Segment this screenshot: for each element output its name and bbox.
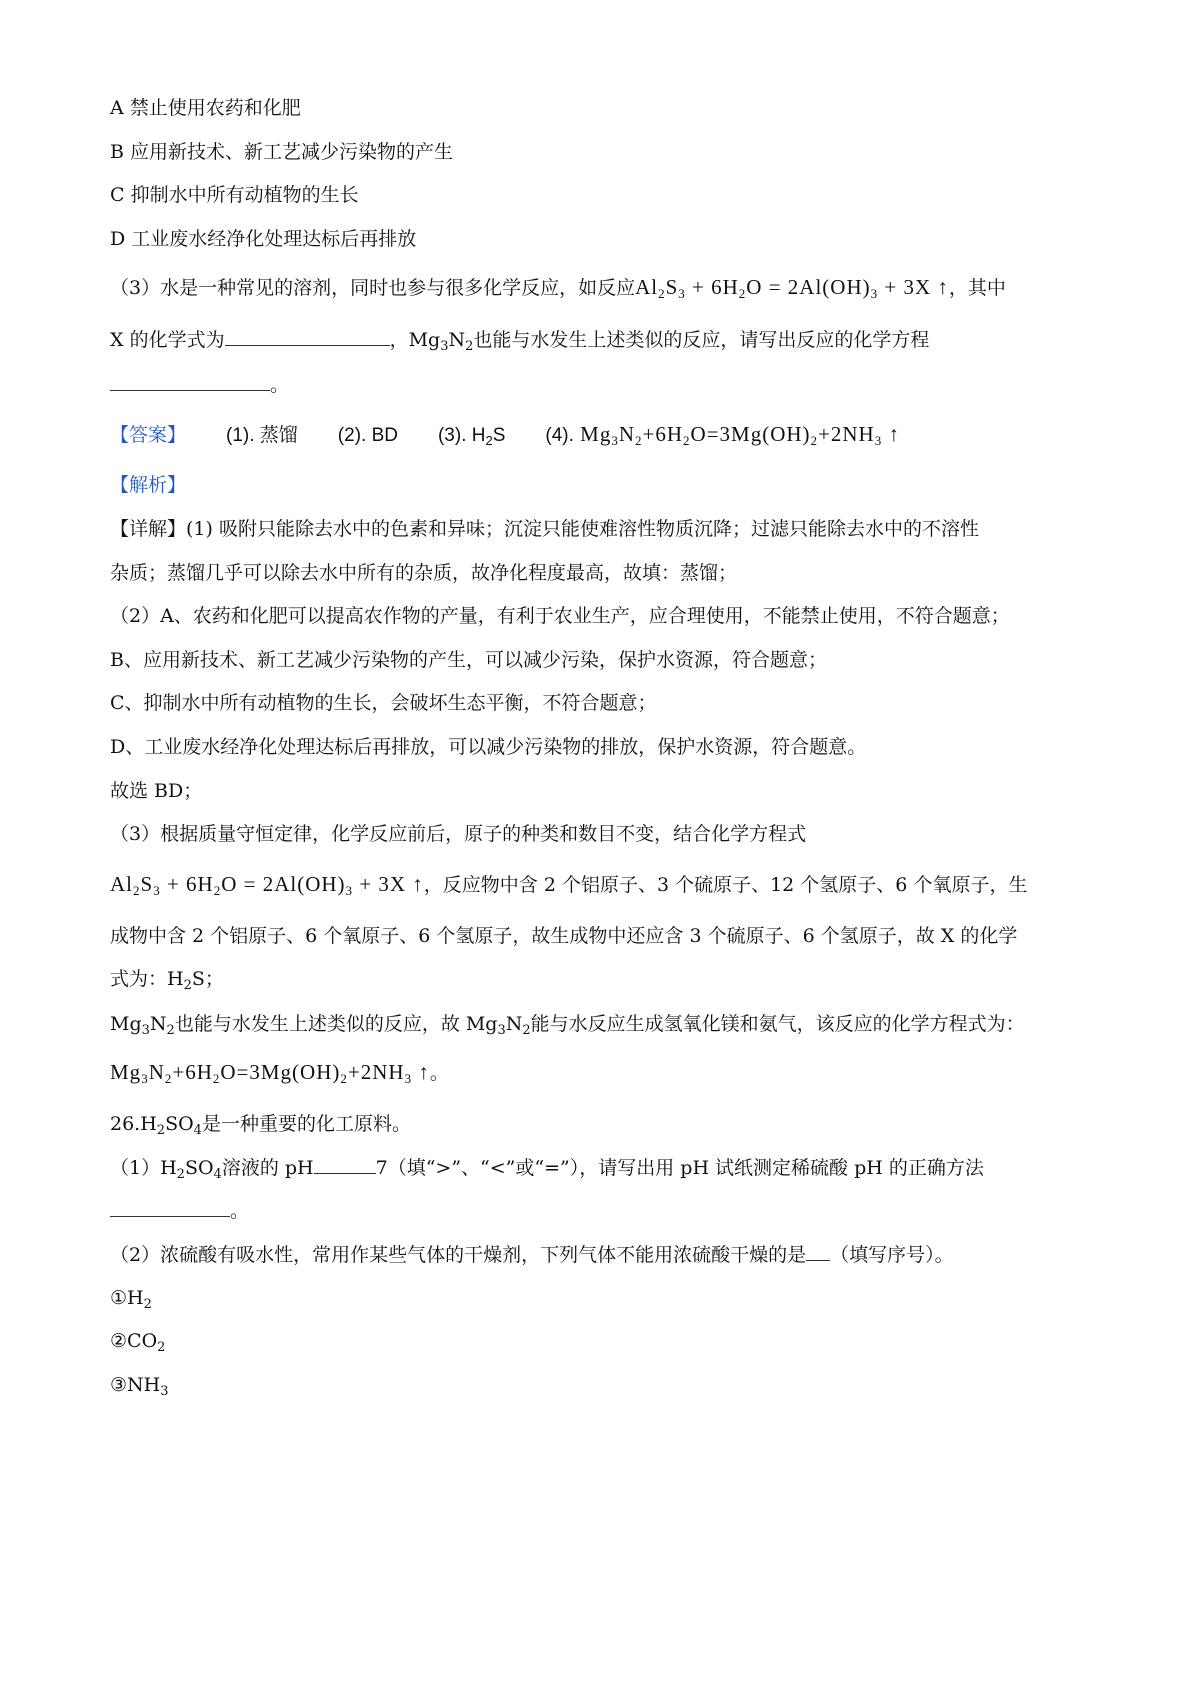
option-a: A 禁止使用农药和化肥 [110, 97, 301, 119]
option-c: C 抑制水中所有动植物的生长 [110, 184, 359, 206]
q26-p2: （2）浓硫酸有吸水性，常用作某些气体的干燥剂，下列气体不能用浓硫酸干燥的是 （填写序号）。 [110, 1244, 954, 1266]
option-d: D 工业废水经净化处理达标后再排放 [110, 228, 417, 250]
q3-blank-2[interactable] [110, 372, 270, 391]
answer-3: (3). $H_2S$ [437, 425, 506, 448]
detail-line-8: （3）根据质量守恒定律，化学反应前后，原子的种类和数目不变，结合化学方程式 [110, 823, 807, 845]
analysis-tag: 【解析】 [110, 474, 187, 496]
q26-title: $26.H_2SO_4$是一种重要的化工原料。 [110, 1113, 411, 1138]
answer-1: (1). 蒸馏 [226, 425, 298, 446]
detail-line-1: 【详解】(1) 吸附只能除去水中的色素和异味；沉淀只能使难溶性物质沉降；过滤只能除去水中的不溶性 [110, 518, 979, 540]
detail-equation: $Al_2S_3 + 6H_2O = 2Al(OH)_3 + 3X$ ↑ [110, 872, 424, 898]
q26-blank-choice[interactable] [806, 1242, 830, 1261]
detail-line-13: $Mg_3N_2+6H_2O=3Mg(OH)_2+2NH_3$ ↑。 [110, 1060, 449, 1086]
detail-line-11: 式为：$H_2S$； [110, 968, 224, 993]
q26-p1-cont: 。 [110, 1198, 249, 1223]
q26-p1: $(1)H_2SO_4$溶液的 pH 7（填“>”、“<”或“=”），请写出用 pH 试纸测定稀硫酸 pH 的正确方法 [110, 1157, 984, 1182]
detail-line-9: $Al_2S_3 + 6H_2O = 2Al(OH)_3 + 3X$ ↑，反应物中含 2 个铝原子、3 个硫原子、12 个氢原子、6 个氧原子，生 [110, 872, 1028, 898]
q3-suffix: ，其中 [948, 277, 1006, 299]
detail-line-2: 杂质；蒸馏几乎可以除去水中所有的杂质，故净化程度最高，故填：蒸馏； [110, 562, 738, 584]
q26-blank-ph[interactable] [314, 1155, 376, 1174]
answer-line [110, 422, 940, 448]
option-b: B 应用新技术、新工艺减少污染物的产生 [110, 141, 454, 163]
detail-line-4: B、应用新技术、新工艺减少污染物的产生，可以减少污染，保护水资源，符合题意； [110, 649, 827, 671]
detail-line-3: （2）A、农药和化肥可以提高农作物的产量，有利于农业生产，应合理使用，不能禁止使用，不符合题意； [110, 605, 1010, 627]
q3-blank-1[interactable] [225, 327, 390, 346]
answer-4: (4). $Mg_3N_2+6H_2O=3Mg(OH)_2+2NH_3$ ↑ [545, 422, 900, 448]
detail-line-6: D、工业废水经净化处理达标后再排放，可以减少污染物的排放，保护水资源，符合题意。 [110, 736, 867, 758]
q3-line3: 。 [110, 372, 289, 397]
q26-option-1: $①H_2$ [110, 1287, 152, 1312]
detail-line-5: C、抑制水中所有动植物的生长，会破坏生态平衡，不符合题意； [110, 692, 657, 714]
detail-equation-2: $Mg_3N_2+6H_2O=3Mg(OH)_2+2NH_3$ ↑ [110, 1060, 430, 1086]
q3-equation: $Al_2S_3 + 6H_2O = 2Al(OH)_3 + 3X$ ↑ [635, 275, 949, 301]
q3-prefix: （3）水是一种常见的溶剂，同时也参与很多化学反应，如反应 [110, 277, 636, 299]
detail-line-12: $Mg_3N_2$也能与水发生上述类似的反应，故 $Mg_3N_2$能与水反应生成氢氧化镁和氨气，该反应的化学方程式为： [110, 1013, 1025, 1038]
q3-line2: X 的化学式为 ，$Mg_3N_2$也能与水发生上述类似的反应，请写出反应的化学方程 [110, 329, 930, 354]
detail-line-10: 成物中含 2 个铝原子、6 个氧原子、6 个氢原子，故生成物中还应含 3 个硫原子、6 个氢原子，故 X 的化学 [110, 925, 1018, 947]
q26-blank-method[interactable] [110, 1198, 230, 1217]
q3-line1 [110, 275, 1006, 300]
detail-line-7: 故选 BD； [110, 780, 203, 802]
answer-tag: 【答案】 [110, 424, 187, 446]
q26-option-2: $②CO_2$ [110, 1330, 166, 1355]
answer-2: (2). BD [337, 425, 398, 446]
q26-option-3: $③NH_3$ [110, 1374, 169, 1399]
